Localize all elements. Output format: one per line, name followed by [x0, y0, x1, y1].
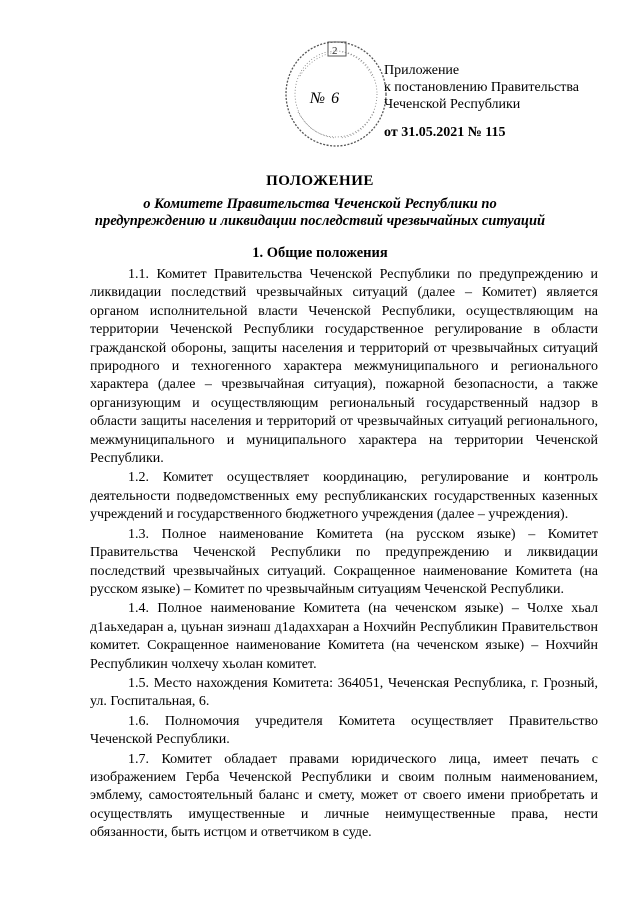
- section-heading: 1. Общие положения: [252, 245, 388, 261]
- document-body: [90, 266, 598, 844]
- document-subtitle: о Комитете Правительства Чеченской Республики по предупреждению и ликвидации последствий чрезвычайных ситуаций: [94, 196, 546, 229]
- round-stamp: [282, 36, 392, 150]
- document-title: ПОЛОЖЕНИЕ: [266, 173, 374, 189]
- paragraph-1-5: 1.5. Место нахождения Комитета: 364051, Чеченская Республика, г. Грозный, ул. Госпитальная, 6.: [90, 675, 598, 710]
- appendix-label: Приложение: [384, 63, 460, 78]
- paragraph-1-6: 1.6. Полномочия учредителя Комитета осуществляет Правительство Чеченской Республики.: [90, 713, 598, 748]
- appendix-date-number: от 31.05.2021 № 115: [384, 125, 506, 140]
- paragraph-1-3: 1.3. Полное наименование Комитета (на русском языке) – Комитет Правительства Чеченской Республики по предупреждению и ликвидации последствий чрезвычайных ситуаций. Сокращенное наименование Комитета (на русском языке) – Комитет по чрезвычайным ситуациям Чеченской Республики.: [90, 526, 598, 597]
- appendix-resolution: к постановлению Правительства: [384, 80, 580, 95]
- paragraph-1-1: 1.1. Комитет Правительства Чеченской Республики по предупреждению и ликвидации последствий чрезвычайных ситуаций (далее – Комитет) является органом исполнительной власти Чеченской Республики, осуществляющим на территории Чеченской Республики государственное регулирование в области гражданской обороны, защиты населения и территорий от чрезвычайных ситуаций природного и техногенного характера межмуниципального и регионального характера (далее – чрезвычайная ситуация), пожарной безопасности, а также организующим и осуществляющим региональный государственный надзор в области защиты населения и территорий от чрезвычайных ситуаций регионального, межмуниципального и муниципального характера на территории Чеченской Республики.: [90, 267, 598, 467]
- stamp-number: № 6: [310, 90, 341, 107]
- stamp-top-mark: 2: [332, 45, 338, 57]
- appendix-republic: Чеченской Республики: [384, 97, 521, 112]
- paragraph-1-4: 1.4. Полное наименование Комитета (на чеченском языке) – Чолхе хьал д1аьхедаран а, цуьнан зиэнаш д1адаххаран а Нохчийн Республикин Правительствон комитет. Сокращенное наименование Комитета (на чеченском языке) – Нохчийн Республикин чолхечу хьолан комитет.: [90, 601, 598, 672]
- paragraph-1-7: 1.7. Комитет обладает правами юридического лица, имеет печать с изображением Герба Чеченской Республики и своим полным наименованием, эмблему, самостоятельный баланс и смету, может от своего имени приобретать и осуществлять имущественные и личные неимущественные права, нести обязанности, быть истцом и ответчиком в суде.: [90, 751, 598, 841]
- appendix-header: [384, 62, 634, 141]
- paragraph-1-2: 1.2. Комитет осуществляет координацию, регулирование и контроль деятельности подведомственных ему республиканских государственных казенных учреждений и государственного бюджетного учреждения (далее – учреждения).: [90, 470, 598, 523]
